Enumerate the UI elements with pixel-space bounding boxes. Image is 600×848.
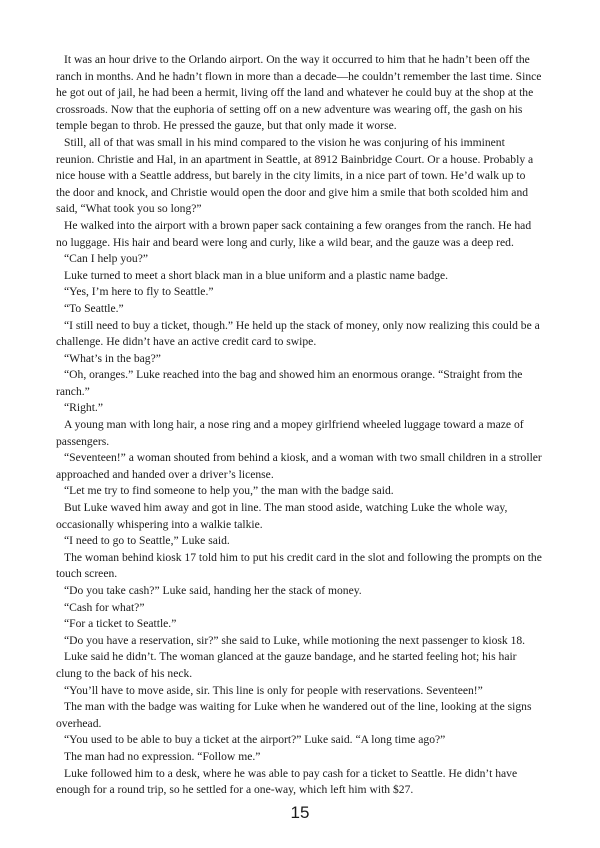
body-text: [56, 52, 542, 799]
paragraph: The woman behind kiosk 17 told him to put his credit card in the slot and following the prompts on the touch screen.: [56, 550, 542, 581]
paragraph: “You used to be able to buy a ticket at the airport?” Luke said. “A long time ago?”: [64, 733, 446, 747]
paragraph: The man with the badge was waiting for Luke when he wandered out of the line, looking at the signs overhead.: [56, 700, 532, 730]
paragraph: “What’s in the bag?”: [64, 351, 161, 365]
paragraph: The man had no expression. “Follow me.”: [64, 749, 261, 763]
paragraph: “Cash for what?”: [64, 600, 145, 614]
paragraph: “Let me try to find someone to help you,” the man with the badge said.: [64, 484, 394, 498]
paragraph: “You’ll have to move aside, sir. This line is only for people with reservations. Seventeen!”: [64, 683, 483, 697]
paragraph: He walked into the airport with a brown paper sack containing a few oranges from the ranch. He had no luggage. His hair and beard were long and curly, like a wild bear, and the gauze was a deep red.: [56, 218, 532, 249]
paragraph: “Do you take cash?” Luke said, handing her the stack of money.: [64, 584, 362, 597]
page-number: 15: [290, 803, 310, 822]
paragraph: “For a ticket to Seattle.”: [64, 617, 177, 631]
paragraph: “Right.”: [64, 401, 103, 415]
paragraph: A young man with long hair, a nose ring and a mopey girlfriend wheeled luggage toward a maze of passengers.: [56, 418, 524, 448]
paragraph: “Seventeen!” a woman shouted from behind a kiosk, and a woman with two small children in a stroller approached and handed over a driver’s license.: [56, 451, 542, 481]
paragraph: “I need to go to Seattle,” Luke said.: [64, 534, 230, 548]
paragraph: “To Seattle.”: [64, 301, 124, 315]
paragraph: “Can I help you?”: [64, 252, 149, 266]
paragraph: Luke said he didn’t. The woman glanced at the gauze bandage, and he started feeling hot; his hair clung to the back of his neck.: [56, 650, 517, 680]
paragraph: “Do you have a reservation, sir?” she said to Luke, while motioning the next passenger to kiosk 18.: [64, 633, 526, 647]
paragraph: It was an hour drive to the Orlando airport. On the way it occurred to him that he hadn’t been off the ranch in months. And he hadn’t flown in more than a decade—he couldn’t remember the last time. Since he got out of jail, he had been a hermit, living off the land and whatever he could buy at the shop at the crossroads. Now that the euphoria of setting off on a new adventure was wearing off, the gash on his temple began to throb. He pressed the gauze, but that only made it worse.: [56, 53, 542, 133]
paragraph: Still, all of that was small in his mind compared to the vision he was conjuring of his imminent reunion. Christie and Hal, in an apartment in Seattle, at 8912 Bainbridge Court. Or a house. Probably a nice house with a Seattle address, but barely in the city limits, in a nice part of town. He’d walk up to the door and knock, and Christie would open the door and give him a smile that both scolded him and said, “What took you so long?”: [56, 135, 534, 216]
paragraph: “I still need to buy a ticket, though.” He held up the stack of money, only now realizing this could be a challenge. He didn’t have an active credit card to swipe.: [56, 318, 540, 349]
paragraph: “Oh, oranges.” Luke reached into the bag and showed him an enormous orange. “Straight from the ranch.”: [56, 368, 523, 398]
paragraph: “Yes, I’m here to fly to Seattle.”: [64, 285, 214, 299]
paragraph: But Luke waved him away and got in line. The man stood aside, watching Luke the whole way, occasionally whispering into a walkie talkie.: [56, 501, 508, 531]
paragraph: Luke turned to meet a short black man in a blue uniform and a plastic name badge.: [64, 268, 449, 282]
paragraph: Luke followed him to a desk, where he was able to pay cash for a ticket to Seattle. He didn’t have enough for a round trip, so he settled for a one-way, which left him with $27.: [56, 766, 518, 797]
